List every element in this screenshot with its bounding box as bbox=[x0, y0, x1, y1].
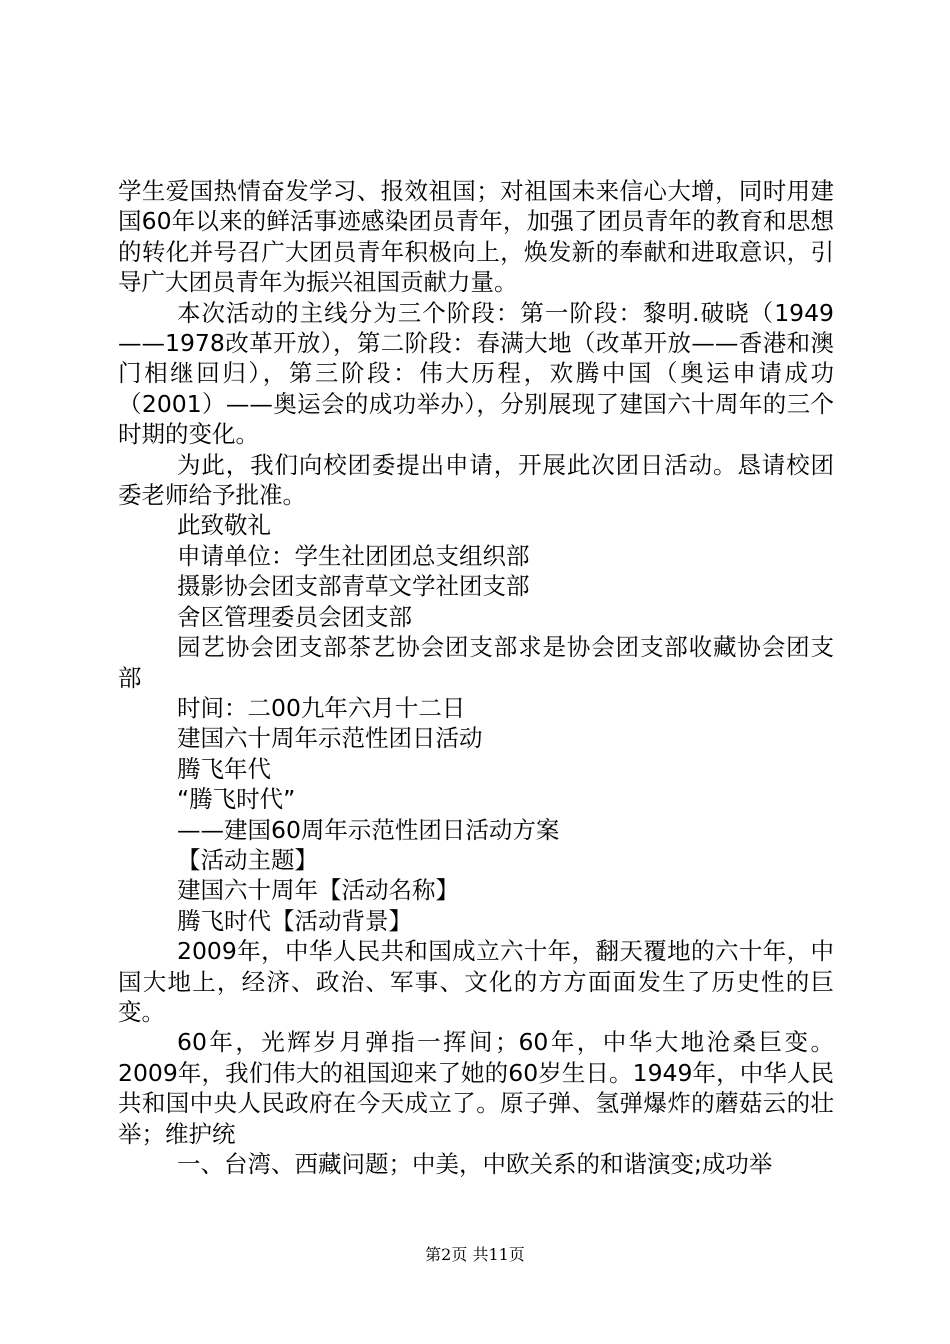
paragraph: 60年，光辉岁月弹指一挥间；60年，中华大地沧桑巨变。2009年，我们伟大的祖国迎来了她的60岁生日。1949年，中华人民共和国中央人民政府在今天成立了。原子弹、氢弹爆炸的蘑菇云的壮举；维护统 bbox=[118, 1028, 834, 1148]
paragraph: 时间：二00九年六月十二日 bbox=[177, 693, 466, 722]
paragraph: ——建国60周年示范性团日活动方案 bbox=[177, 815, 560, 844]
page-number-footer: 第2页 共11页 bbox=[425, 1245, 525, 1264]
paragraph: 2009年，中华人民共和国成立六十年，翻天覆地的六十年，中国大地上，经济、政治、军事、文化的方方面面发生了历史性的巨变。 bbox=[118, 937, 834, 1026]
paragraph: 申请单位：学生社团团总支组织部 bbox=[177, 541, 530, 570]
paragraph: 建国六十周年示范性团日活动 bbox=[177, 724, 483, 753]
paragraph: 一、台湾、西藏问题；中美，中欧关系的和谐演变;成功举 bbox=[177, 1150, 773, 1178]
paragraph: 摄影协会团支部青草文学社团支部 bbox=[177, 572, 530, 601]
paragraph: 学生爱国热情奋发学习、报效祖国；对祖国未来信心大增，同时用建国60年以来的鲜活事迹感染团员青年，加强了团员青年的教育和思想的转化并号召广大团员青年积极向上，焕发新的奉献和进取意识，引导广大团员青年为振兴祖国贡献力量。 bbox=[118, 177, 834, 297]
paragraph: 舍区管理委员会团支部 bbox=[177, 602, 412, 631]
paragraph: 为此，我们向校团委提出申请，开展此次团日活动。恳请校团委老师给予批准。 bbox=[118, 450, 834, 510]
paragraph: “腾飞时代” bbox=[177, 785, 296, 814]
paragraph: 【活动主题】 bbox=[177, 845, 318, 874]
document-body bbox=[118, 176, 834, 1179]
paragraph: 本次活动的主线分为三个阶段：第一阶段：黎明.破晓（1949——1978改革开放），第二阶段：春满大地（改革开放——香港和澳门相继回归），第三阶段：伟大历程，欢腾中国（奥运申请成功（2001）——奥运会的成功举办），分别展现了建国六十周年的三个时期的变化。 bbox=[118, 298, 834, 449]
paragraph: 建国六十周年【活动名称】 bbox=[177, 876, 459, 905]
paragraph: 腾飞时代【活动背景】 bbox=[177, 906, 412, 935]
paragraph: 腾飞年代 bbox=[177, 754, 271, 783]
paragraph: 园艺协会团支部茶艺协会团支部求是协会团支部收藏协会团支部 bbox=[118, 633, 834, 692]
paragraph: 此致敬礼 bbox=[177, 511, 271, 540]
